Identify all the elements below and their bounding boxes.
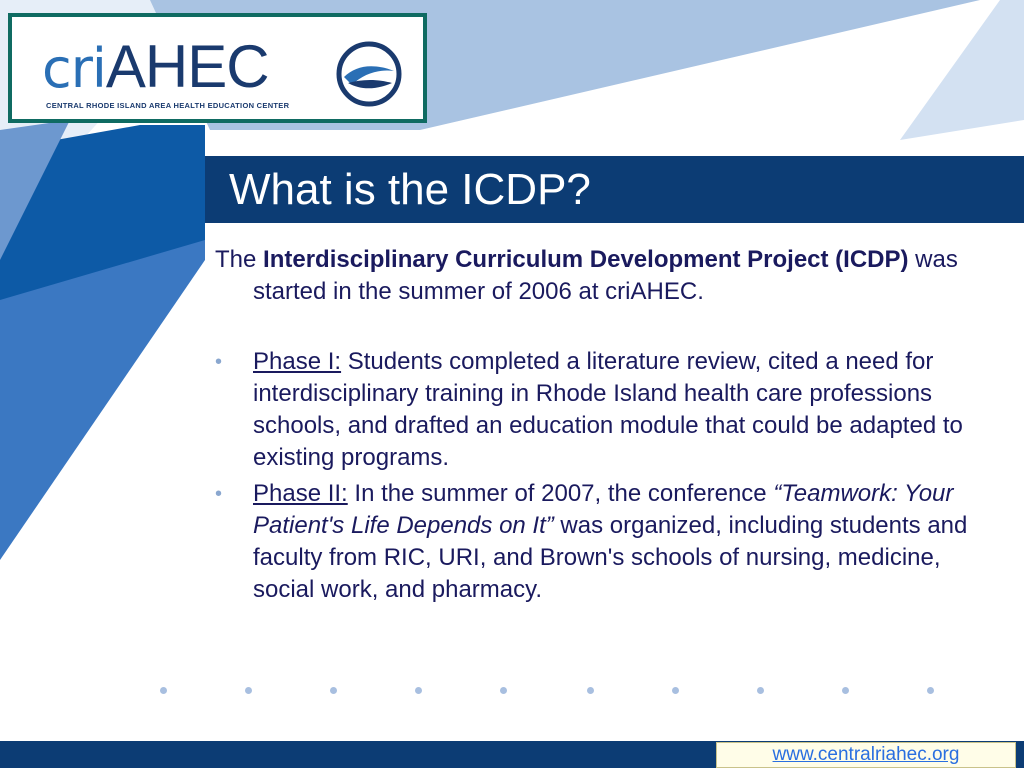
bullet-phase-2: • Phase II: In the summer of 2007, the conference “Teamwork: Your Patient's Life Depends on It” was organized, including students and faculty from RIC, URI, and Brown's schools of nursing, medicine, social work, and pharmacy. [215, 480, 968, 603]
dot-divider [672, 687, 679, 694]
dot-divider [500, 687, 507, 694]
website-link[interactable]: www.centralriahec.org [772, 744, 960, 765]
dot-divider [842, 687, 849, 694]
bullet-dot-icon: • [215, 351, 223, 373]
title-bar [205, 156, 1024, 223]
swirl-emblem-icon [334, 39, 404, 109]
dot-divider [587, 687, 594, 694]
dot-divider [757, 687, 764, 694]
project-name: Interdisciplinary Curriculum Development Project (ICDP) [263, 246, 909, 273]
website-link-box[interactable] [716, 742, 1016, 768]
phase-2-label: Phase II: [253, 480, 348, 507]
bullet-dot-icon: • [215, 483, 223, 505]
logo [8, 13, 427, 123]
phase-1-text: Students completed a literature review, cited a need for interdisciplinary training in Rhode Island health care professions schools, and drafted an education module that could be adapted to existing programs. [253, 348, 963, 471]
bullet-phase-1 [215, 346, 985, 474]
dot-divider [245, 687, 252, 694]
dot-divider [330, 687, 337, 694]
phase-1-label: Phase I: [253, 348, 342, 375]
slide-content [215, 244, 985, 610]
dot-divider [927, 687, 934, 694]
logo-wordmark: criAHEC [42, 33, 269, 100]
logo-tagline: CENTRAL RHODE ISLAND AREA HEALTH EDUCATION CENTER [46, 101, 290, 110]
decorative-dots [150, 683, 950, 699]
slide-title: What is the ICDP? [229, 165, 591, 214]
dot-divider [415, 687, 422, 694]
conference-title: “Teamwork: Your Patient's Life Depends on It” [253, 480, 954, 539]
dot-divider [160, 687, 167, 694]
intro-paragraph: The Interdisciplinary Curriculum Development Project (ICDP) was started in the summer of 2006 at criAHEC. [215, 246, 958, 305]
